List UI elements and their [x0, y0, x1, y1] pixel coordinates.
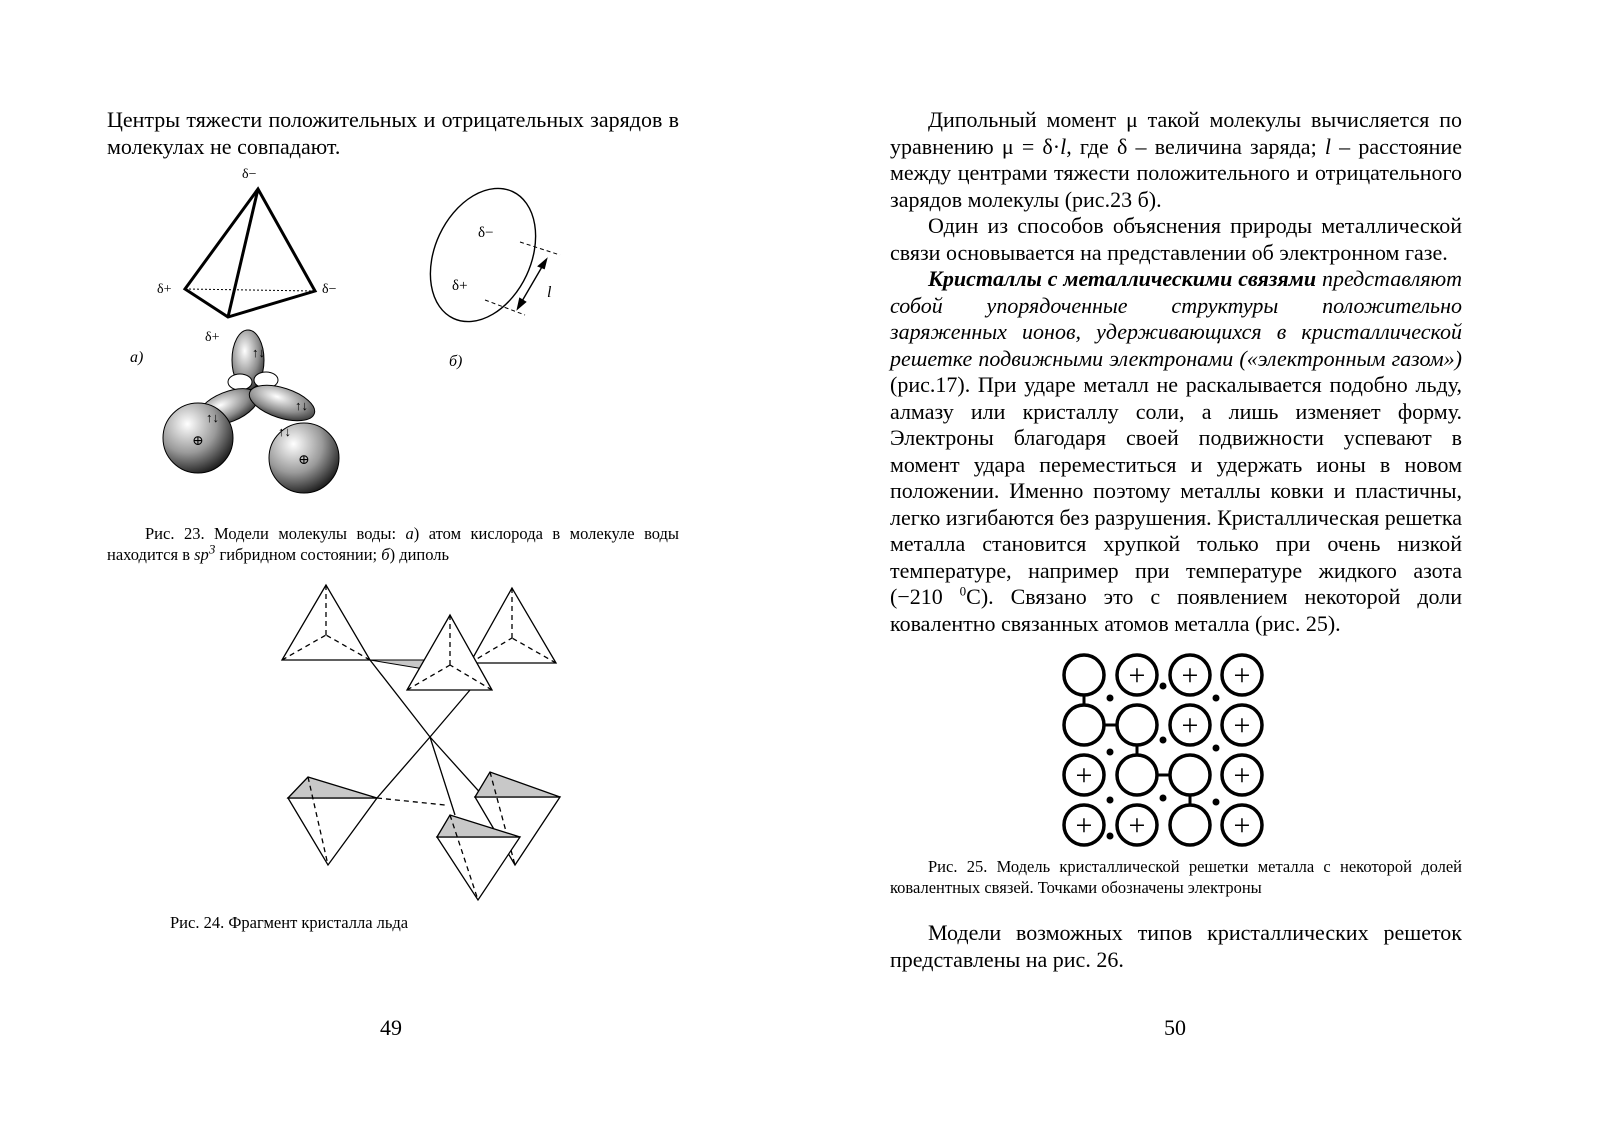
- dipole-model: [410, 171, 560, 338]
- tetrahedron-model: [185, 189, 315, 317]
- ion-plus: +: [1128, 809, 1146, 842]
- page-number-left: 49: [380, 1015, 402, 1040]
- ion-plus: +: [1233, 809, 1251, 842]
- intro-paragraph: Центры тяжести положительных и отрицательных зарядов в молекулах не совпадают.: [107, 107, 679, 159]
- ion-plus: +: [1075, 809, 1093, 842]
- ion-plus: +: [1233, 659, 1251, 692]
- metallic-crystals-paragraph: Кристаллы с металлическими связями представляют собой упорядоченные структуры положительно заряженных ионов, удерживающихся в кристаллической решетке подвижными электронами («электронным газом») (рис.17). При ударе металл не раскалывается подобно льду, алмазу или кристаллу соли, а лишь изменяет форму. Электроны благодаря своей подвижности успевают в момент удара переместиться и удержать ионы в новом положении. Именно поэтому металлы ковки и пластичны, легко изгибаются без разрушения. Кристаллическая решетка металла становится хрупкой только при очень низкой температуре, например при температуре жидкого азота (−210 $^0$С). Связано это с появлением некоторой доли ковалентно связанных атомов металла (рис. 25).: [890, 266, 1463, 636]
- ion-plus: +: [1181, 709, 1199, 742]
- dipole-label-plus: δ+: [452, 278, 468, 294]
- page-number-right: 50: [1164, 1015, 1186, 1040]
- ion-plus: +: [1181, 659, 1199, 692]
- figure-24-caption: Рис. 24. Фрагмент кристалла льда: [170, 913, 409, 932]
- right-text-block: [890, 107, 1462, 637]
- figure-25-metal-lattice: [1055, 650, 1270, 850]
- electron-pair-bottom: ↑↓: [278, 424, 291, 439]
- dipole-label-minus: δ−: [478, 225, 494, 241]
- label-b: б): [449, 353, 463, 370]
- orbital-model: [163, 330, 339, 493]
- figure-23-caption: Рис. 23. Модели молекулы воды: а) атом кислорода в молекуле воды находится в $sp^3$ гибридном состоянии; б) диполь: [107, 524, 680, 564]
- electron-gas-paragraph: Один из способов объяснения природы металлической связи основывается на представлении об электронном газе.: [890, 213, 1462, 265]
- tetra-label-top: δ−: [242, 167, 257, 182]
- lattice-types-paragraph: Модели возможных типов кристаллических решеток представлены на рис. 26.: [890, 920, 1462, 972]
- electron-pair-left: ↑↓: [206, 410, 219, 425]
- figure-24-ice-crystal: [270, 575, 570, 905]
- ion-plus: +: [1075, 759, 1093, 792]
- proton-symbol-left: ⊕: [192, 434, 204, 449]
- figure-25-caption: Рис. 25. Модель кристаллической решетки металла с некоторой долей ковалентных связей. Точками обозначены электроны: [890, 857, 1462, 897]
- ion-plus: +: [1233, 709, 1251, 742]
- figure-23-water-molecule: [120, 160, 590, 495]
- ion-plus: +: [1128, 659, 1146, 692]
- tetra-label-bottom: δ+: [205, 330, 220, 345]
- proton-symbol-right: ⊕: [298, 453, 310, 468]
- electron-pair-top: ↑↓: [252, 345, 265, 360]
- dipole-moment-paragraph: Дипольный момент μ такой молекулы вычисляется по уравнению μ = δ·l, где δ – величина заряда; l – расстояние между центрами тяжести положительного и отрицательного зарядов молекулы (рис.23 б).: [890, 107, 1462, 212]
- electron-pair-right: ↑↓: [295, 398, 308, 413]
- label-a: а): [130, 349, 144, 366]
- tetra-label-right: δ−: [322, 282, 337, 297]
- ion-plus: +: [1233, 759, 1251, 792]
- tetra-label-left: δ+: [157, 282, 172, 297]
- right-page: [800, 0, 1600, 1131]
- dipole-label-length: l: [547, 284, 552, 301]
